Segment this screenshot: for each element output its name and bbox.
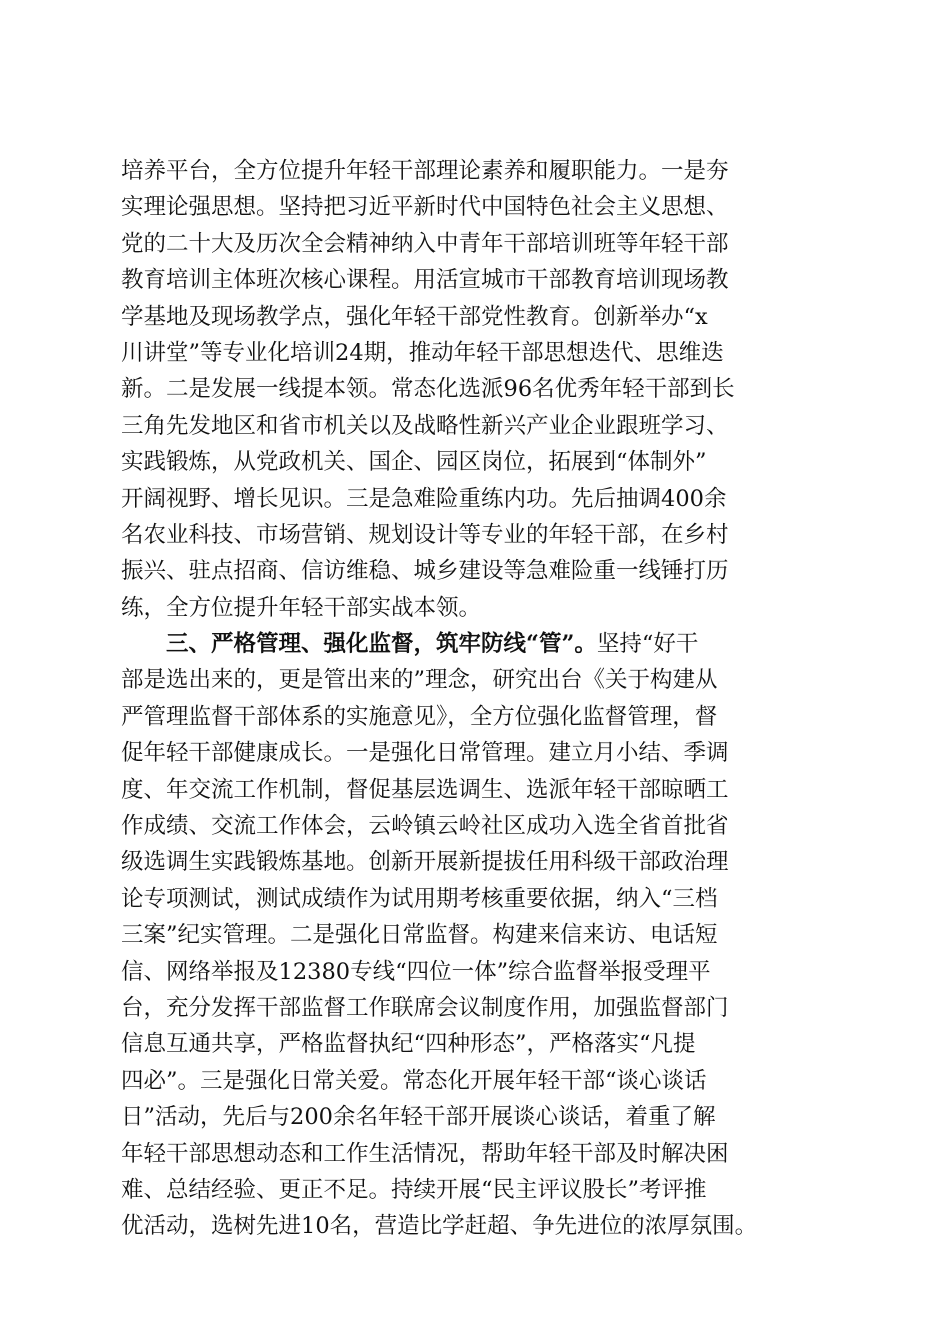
text-line: 级选调生实践锻炼基地。创新开展新提拔任用科级干部政治理	[121, 849, 729, 876]
text-line: 信、网络举报及12380专线“四位一体”综合监督举报受理平	[121, 958, 711, 985]
section-3-lead-text: 坚持“好干	[596, 631, 699, 658]
text-line: 三角先发地区和省市机关以及战略性新兴产业企业跟班学习、	[121, 412, 729, 439]
text-line: 学基地及现场教学点，强化年轻干部党性教育。创新举办“x	[121, 303, 708, 330]
text-line: 开阔视野、增长见识。三是急难险重练内功。先后抽调400余	[121, 485, 727, 512]
text-line: 实践锻炼，从党政机关、国企、园区岗位，拓展到“体制外”	[121, 449, 707, 476]
text-line: 优活动，选树先进10名，营造比学赶超、争先进位的浓厚氛围。	[121, 1213, 758, 1240]
text-line: 培养平台，全方位提升年轻干部理论素养和履职能力。一是夯	[121, 158, 729, 184]
text-line: 实理论强思想。坚持把习近平新时代中国特色社会主义思想、	[121, 194, 729, 221]
text-line: 度、年交流工作机制，督促基层选调生、选派年轻干部晾晒工	[121, 776, 729, 803]
text-line: 部是选出来的，更是管出来的”理念，研究出台《关于构建从	[121, 667, 718, 694]
text-line: 论专项测试，测试成绩作为试用期考核重要依据，纳入“三档	[121, 885, 718, 912]
text-line: 教育培训主体班次核心课程。用活宣城市干部教育培训现场教	[121, 267, 729, 294]
section-heading-line	[121, 626, 841, 662]
document-body	[121, 153, 841, 1245]
text-line: 新。二是发展一线提本领。常态化选派96名优秀年轻干部到长	[121, 376, 735, 403]
text-line: 四必”。三是强化日常关爱。常态化开展年轻干部“谈心谈话	[121, 1067, 707, 1094]
text-line: 振兴、驻点招商、信访维稳、城乡建设等急难险重一线锤打历	[121, 558, 729, 585]
text-line: 三案”纪实管理。二是强化日常监督。构建来信来访、电话短	[121, 922, 718, 949]
text-line: 信息互通共享，严格监督执纪“四种形态”，严格落实“凡提	[121, 1031, 696, 1058]
section-3-heading: 三、严格管理、强化监督，筑牢防线“管”。	[166, 631, 597, 658]
text-line: 台，充分发挥干部监督工作联席会议制度作用，加强监督部门	[121, 994, 729, 1021]
text-line: 川讲堂”等专业化培训24期，推动年轻干部思想迭代、思维迭	[121, 339, 724, 366]
text-line: 党的二十大及历次全会精神纳入中青年干部培训班等年轻干部	[121, 230, 729, 257]
text-line: 名农业科技、市场营销、规划设计等专业的年轻干部，在乡村	[121, 521, 729, 548]
text-line: 练，全方位提升年轻干部实战本领。	[121, 594, 482, 621]
text-line: 作成绩、交流工作体会，云岭镇云岭社区成功入选全省首批省	[121, 813, 729, 840]
text-line: 年轻干部思想动态和工作生活情况，帮助年轻干部及时解决困	[121, 1140, 729, 1167]
text-line: 严管理监督干部体系的实施意见》，全方位强化监督管理，督	[121, 703, 718, 730]
text-line: 促年轻干部健康成长。一是强化日常管理。建立月小结、季调	[121, 740, 729, 767]
text-line: 难、总结经验、更正不足。持续开展“民主评议股长”考评推	[121, 1176, 707, 1203]
text-line: 日”活动，先后与200余名年轻干部开展谈心谈话，着重了解	[121, 1104, 716, 1131]
